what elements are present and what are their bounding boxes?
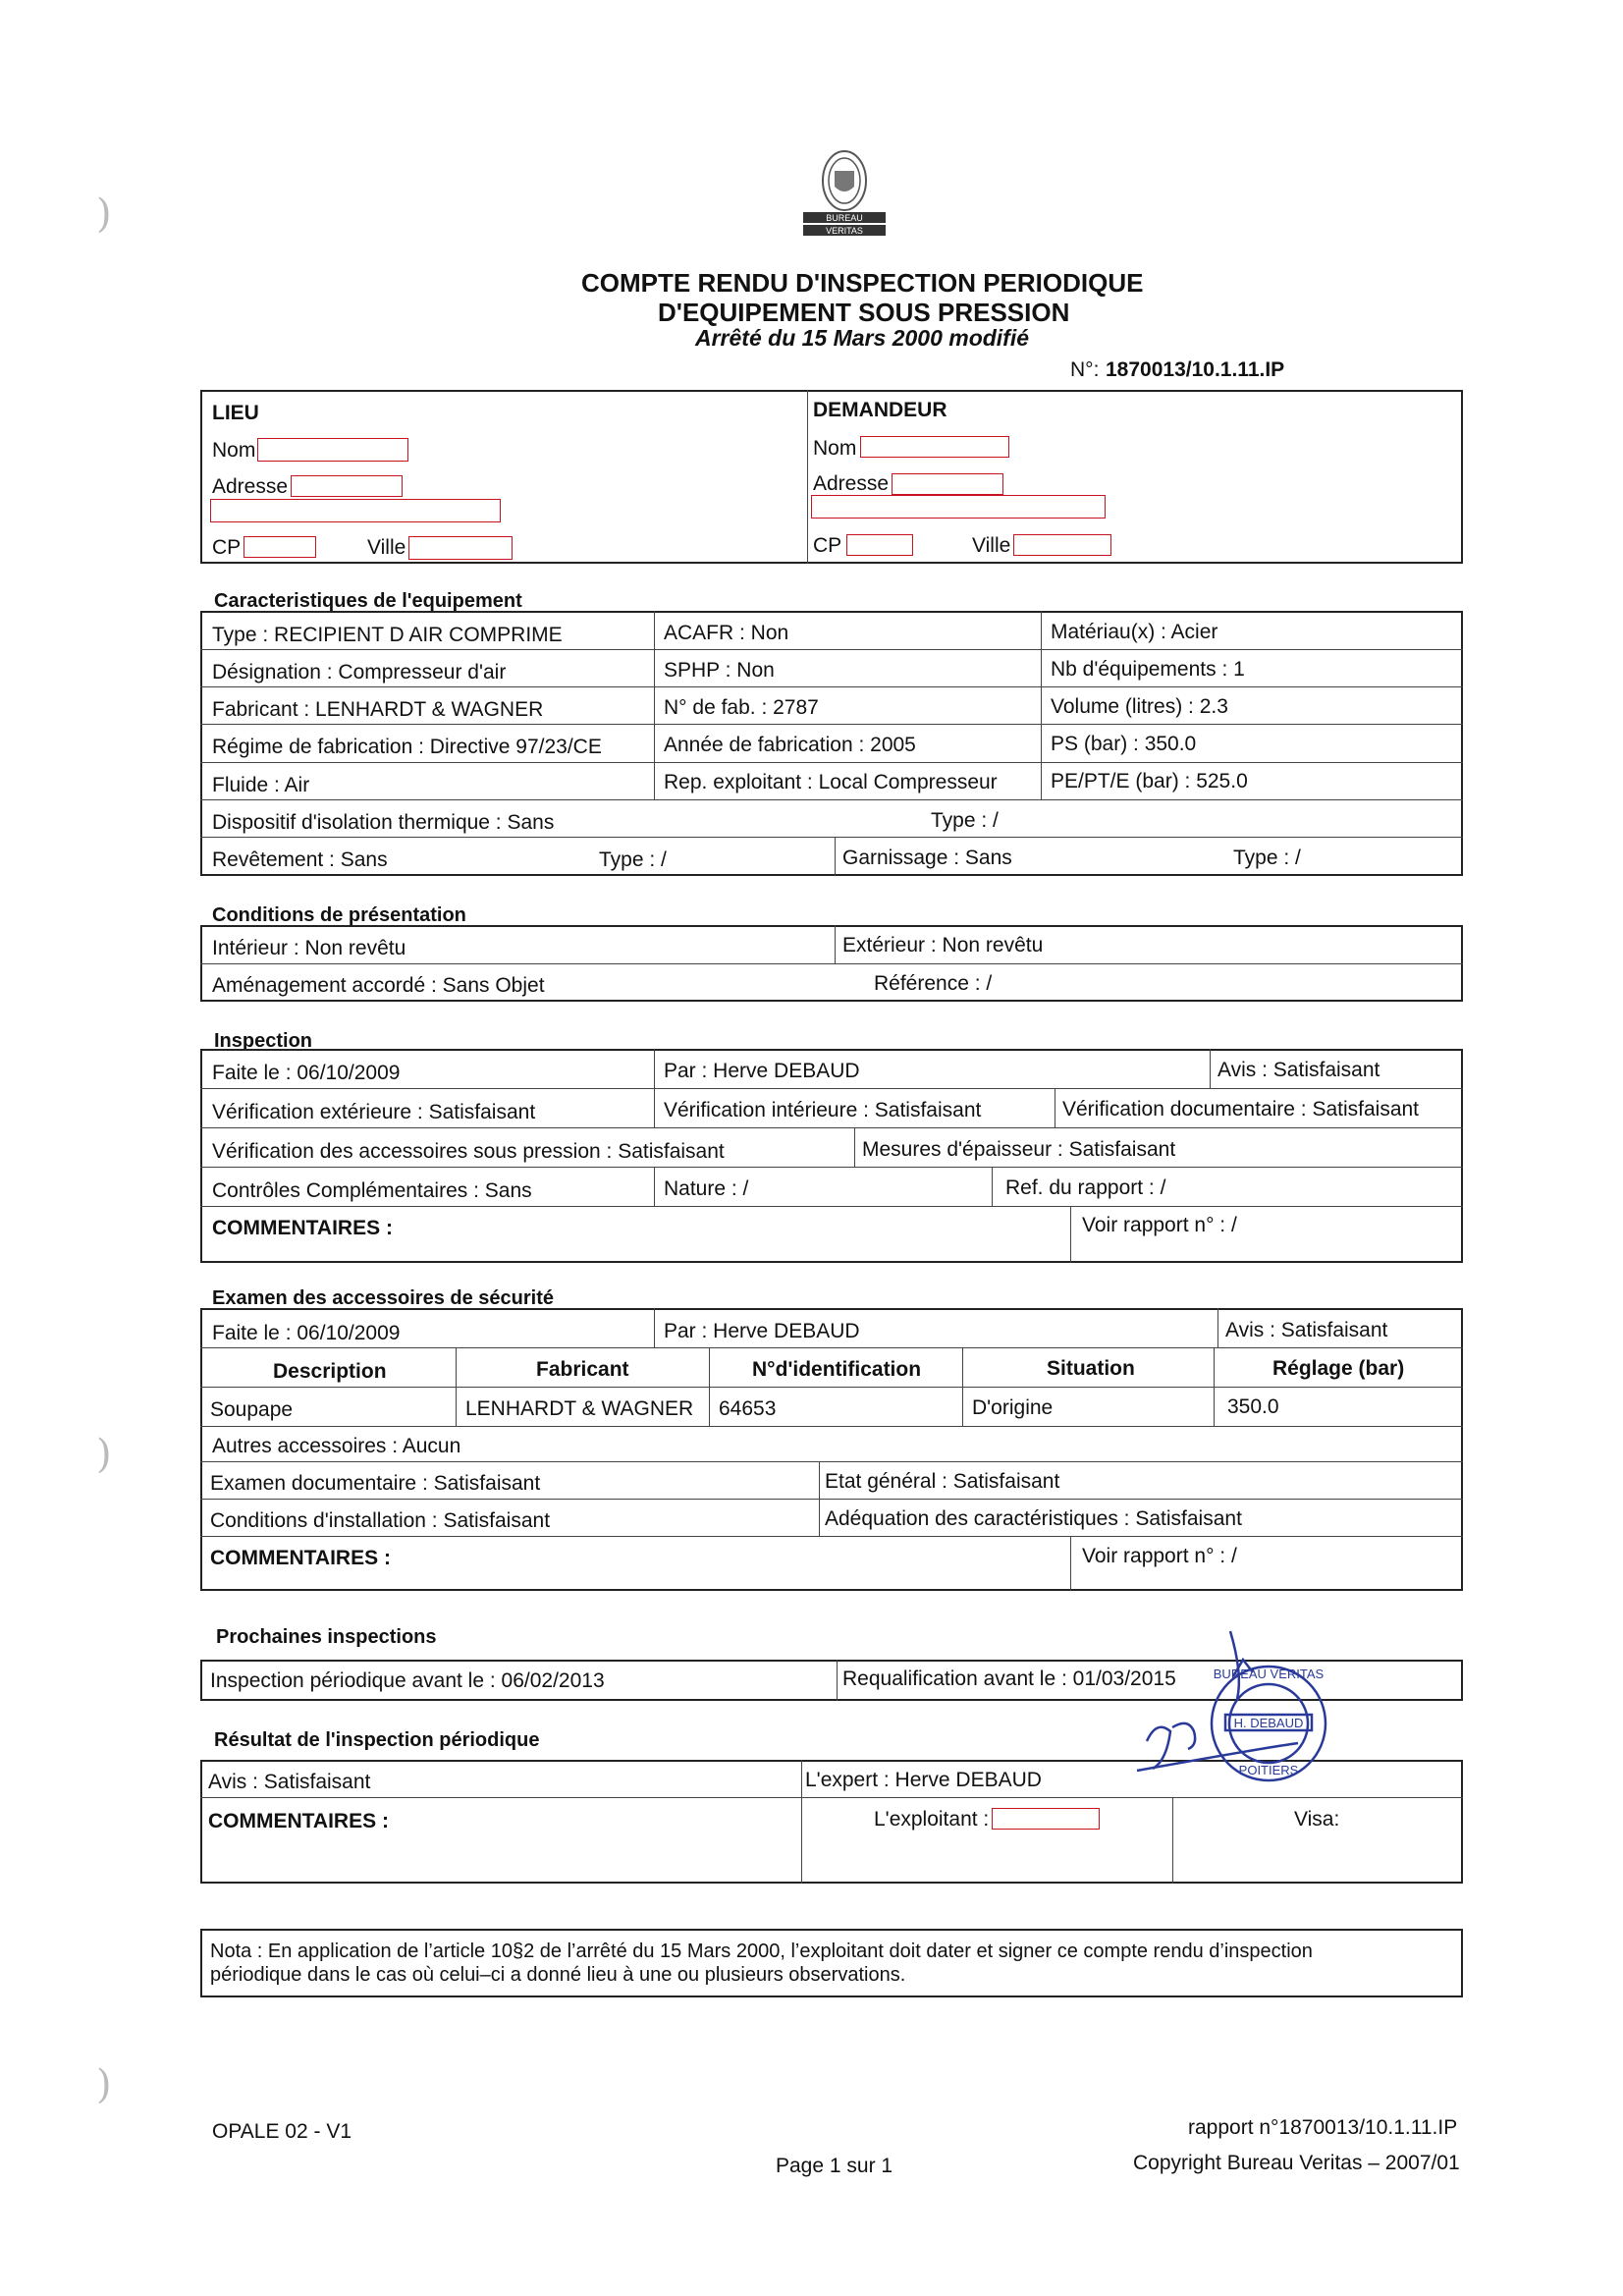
- stamp-line3: POITIERS: [1238, 1763, 1299, 1777]
- stamp-line2: H. DEBAUD: [1233, 1716, 1304, 1730]
- accessoires-par: Par : Herve DEBAUD: [664, 1320, 860, 1342]
- inspection-voir-rapport: Voir rapport n° : /: [1082, 1214, 1237, 1236]
- equip-garnissage: Garnissage : Sans: [842, 847, 1012, 869]
- row-description: Soupape: [210, 1398, 294, 1421]
- demandeur-nom-label: Nom: [813, 437, 857, 460]
- inspection-faite-le: Faite le : 06/10/2009: [212, 1062, 401, 1084]
- presentation-amenagement: Aménagement accordé : Sans Objet: [212, 974, 545, 997]
- presentation-exterieur: Extérieur : Non revêtu: [842, 934, 1044, 957]
- inspection-commentaires: COMMENTAIRES :: [212, 1217, 393, 1239]
- demandeur-adresse-field-2: [811, 495, 1106, 519]
- inspection-controles: Contrôles Complémentaires : Sans: [212, 1179, 532, 1202]
- equip-regime: Régime de fabrication : Directive 97/23/CE: [212, 736, 602, 758]
- resultat-avis: Avis : Satisfaisant: [208, 1771, 371, 1793]
- expert-stamp-signature: [1041, 1625, 1335, 1802]
- equip-sphp: SPHP : Non: [664, 659, 775, 682]
- inspection-verif-int: Vérification intérieure : Satisfaisant: [664, 1099, 982, 1121]
- accessoires-faite-le: Faite le : 06/10/2009: [212, 1322, 401, 1344]
- footer-page: Page 1 sur 1: [776, 2155, 893, 2177]
- col-fabricant: Fabricant: [536, 1358, 629, 1381]
- footer-form-id: OPALE 02 - V1: [212, 2120, 352, 2143]
- equip-rep-exploitant: Rep. exploitant : Local Compresseur: [664, 771, 998, 793]
- demandeur-nom-field: [860, 436, 1009, 458]
- col-reglage: Réglage (bar): [1272, 1357, 1405, 1380]
- equip-garnissage-type: Type : /: [1233, 847, 1301, 869]
- row-identification: 64653: [719, 1397, 777, 1420]
- accessoires-etat-general: Etat général : Satisfaisant: [825, 1470, 1060, 1493]
- report-number-label: N°:: [1070, 358, 1100, 381]
- equip-type: Type : RECIPIENT D AIR COMPRIME: [212, 624, 563, 646]
- equip-acafr: ACAFR : Non: [664, 622, 789, 644]
- equip-materiau: Matériau(x) : Acier: [1051, 621, 1218, 643]
- presentation-interieur: Intérieur : Non revêtu: [212, 937, 406, 959]
- prochaines-periodique: Inspection périodique avant le : 06/02/2013: [210, 1669, 605, 1692]
- prochaines-requalification: Requalification avant le : 01/03/2015: [842, 1667, 1176, 1690]
- equip-isolation: Dispositif d'isolation thermique : Sans: [212, 811, 555, 834]
- resultat-heading: Résultat de l'inspection périodique: [214, 1729, 540, 1751]
- equip-ps: PS (bar) : 350.0: [1051, 733, 1197, 755]
- equip-pe: PE/PT/E (bar) : 525.0: [1051, 770, 1248, 793]
- svg-text:BUREAU: BUREAU: [826, 213, 863, 223]
- resultat-exploitant: L'exploitant :: [874, 1808, 990, 1831]
- report-title-line2: D'EQUIPEMENT SOUS PRESSION: [658, 298, 1070, 327]
- lieu-heading: LIEU: [212, 402, 259, 424]
- lieu-adresse-field-2: [210, 499, 501, 522]
- inspection-mesures: Mesures d'épaisseur : Satisfaisant: [862, 1138, 1176, 1161]
- demandeur-ville-field: [1013, 534, 1111, 556]
- equip-annee: Année de fabrication : 2005: [664, 734, 916, 756]
- demandeur-adresse-field: [892, 473, 1003, 495]
- equip-fabricant: Fabricant : LENHARDT & WAGNER: [212, 698, 544, 721]
- report-subtitle: Arrêté du 15 Mars 2000 modifié: [695, 325, 1030, 351]
- inspection-heading: Inspection: [214, 1030, 313, 1052]
- col-situation: Situation: [1047, 1357, 1135, 1380]
- resultat-expert: L'expert : Herve DEBAUD: [805, 1769, 1042, 1791]
- inspection-par: Par : Herve DEBAUD: [664, 1060, 860, 1082]
- accessoires-voir-rapport: Voir rapport n° : /: [1082, 1545, 1237, 1567]
- equip-fluide: Fluide : Air: [212, 774, 310, 796]
- lieu-ville-label: Ville: [367, 536, 406, 559]
- accessoires-autres: Autres accessoires : Aucun: [212, 1435, 461, 1457]
- row-fabricant: LENHARDT & WAGNER: [465, 1397, 694, 1420]
- report-number: 1870013/10.1.11.IP: [1106, 358, 1285, 381]
- nota-line2: périodique dans le cas où celui–ci a donné lieu à une ou plusieurs observations.: [210, 1964, 906, 1986]
- equip-nb: Nb d'équipements : 1: [1051, 658, 1245, 681]
- lieu-adresse-field: [291, 475, 403, 497]
- stamp-line1: BUREAU VERITAS: [1213, 1667, 1325, 1681]
- scan-artifact: ): [96, 2062, 112, 2107]
- accessoires-heading: Examen des accessoires de sécurité: [212, 1287, 554, 1309]
- nota-line1: Nota : En application de l’article 10§2 de l’arrêté du 15 Mars 2000, l’exploitant doit dater et signer ce compte rendu d’inspection: [210, 1941, 1313, 1962]
- equip-revetement-type: Type : /: [599, 848, 667, 871]
- footer-copyright: Copyright Bureau Veritas – 2007/01: [1133, 2152, 1460, 2174]
- exploitant-signature-field: [992, 1808, 1100, 1830]
- inspection-nature: Nature : /: [664, 1177, 749, 1200]
- lieu-adresse-label: Adresse: [212, 475, 289, 498]
- equip-revetement: Revêtement : Sans: [212, 848, 388, 871]
- prochaines-heading: Prochaines inspections: [216, 1626, 437, 1648]
- presentation-heading: Conditions de présentation: [212, 904, 466, 926]
- lieu-nom-label: Nom: [212, 439, 256, 462]
- inspection-verif-acc: Vérification des accessoires sous pression : Satisfaisant: [212, 1140, 725, 1163]
- accessoires-conditions-install: Conditions d'installation : Satisfaisant: [210, 1509, 551, 1532]
- demandeur-heading: DEMANDEUR: [813, 399, 947, 421]
- inspection-avis: Avis : Satisfaisant: [1217, 1059, 1380, 1081]
- row-reglage: 350.0: [1227, 1395, 1279, 1418]
- equip-volume: Volume (litres) : 2.3: [1051, 695, 1228, 718]
- equip-num-fab: N° de fab. : 2787: [664, 696, 819, 719]
- scan-artifact: ): [96, 1432, 112, 1477]
- inspection-verif-doc: Vérification documentaire : Satisfaisant: [1062, 1098, 1420, 1121]
- scan-artifact: ): [96, 191, 112, 237]
- accessoires-adequation: Adéquation des caractéristiques : Satisfaisant: [825, 1507, 1242, 1530]
- resultat-visa: Visa:: [1294, 1808, 1340, 1831]
- demandeur-cp-label: CP: [813, 534, 842, 557]
- accessoires-avis: Avis : Satisfaisant: [1225, 1319, 1388, 1341]
- equip-designation: Désignation : Compresseur d'air: [212, 661, 507, 683]
- lieu-ville-field: [408, 536, 513, 560]
- accessoires-examen-doc: Examen documentaire : Satisfaisant: [210, 1472, 541, 1495]
- inspection-ref-rapport: Ref. du rapport : /: [1005, 1176, 1166, 1199]
- presentation-reference: Référence : /: [874, 972, 993, 995]
- equip-isolation-type: Type : /: [931, 809, 999, 832]
- lieu-nom-field: [257, 438, 408, 462]
- lieu-cp-field: [243, 536, 316, 558]
- equipement-heading: Caracteristiques de l'equipement: [214, 590, 522, 612]
- footer-rapport: rapport n°1870013/10.1.11.IP: [1188, 2116, 1458, 2139]
- svg-text:VERITAS: VERITAS: [826, 226, 863, 236]
- col-identification: N°d'identification: [752, 1358, 922, 1381]
- nota-box: [200, 1929, 1463, 1997]
- resultat-commentaires: COMMENTAIRES :: [208, 1810, 389, 1832]
- lieu-cp-label: CP: [212, 536, 242, 559]
- inspection-verif-ext: Vérification extérieure : Satisfaisant: [212, 1101, 536, 1123]
- demandeur-adresse-label: Adresse: [813, 472, 890, 495]
- report-title-line1: COMPTE RENDU D'INSPECTION PERIODIQUE: [581, 268, 1144, 298]
- accessoires-commentaires: COMMENTAIRES :: [210, 1547, 391, 1569]
- demandeur-cp-field: [846, 534, 913, 556]
- demandeur-ville-label: Ville: [972, 534, 1011, 557]
- bureau-veritas-logo: [795, 147, 893, 238]
- row-situation: D'origine: [972, 1396, 1054, 1419]
- col-description: Description: [273, 1360, 387, 1383]
